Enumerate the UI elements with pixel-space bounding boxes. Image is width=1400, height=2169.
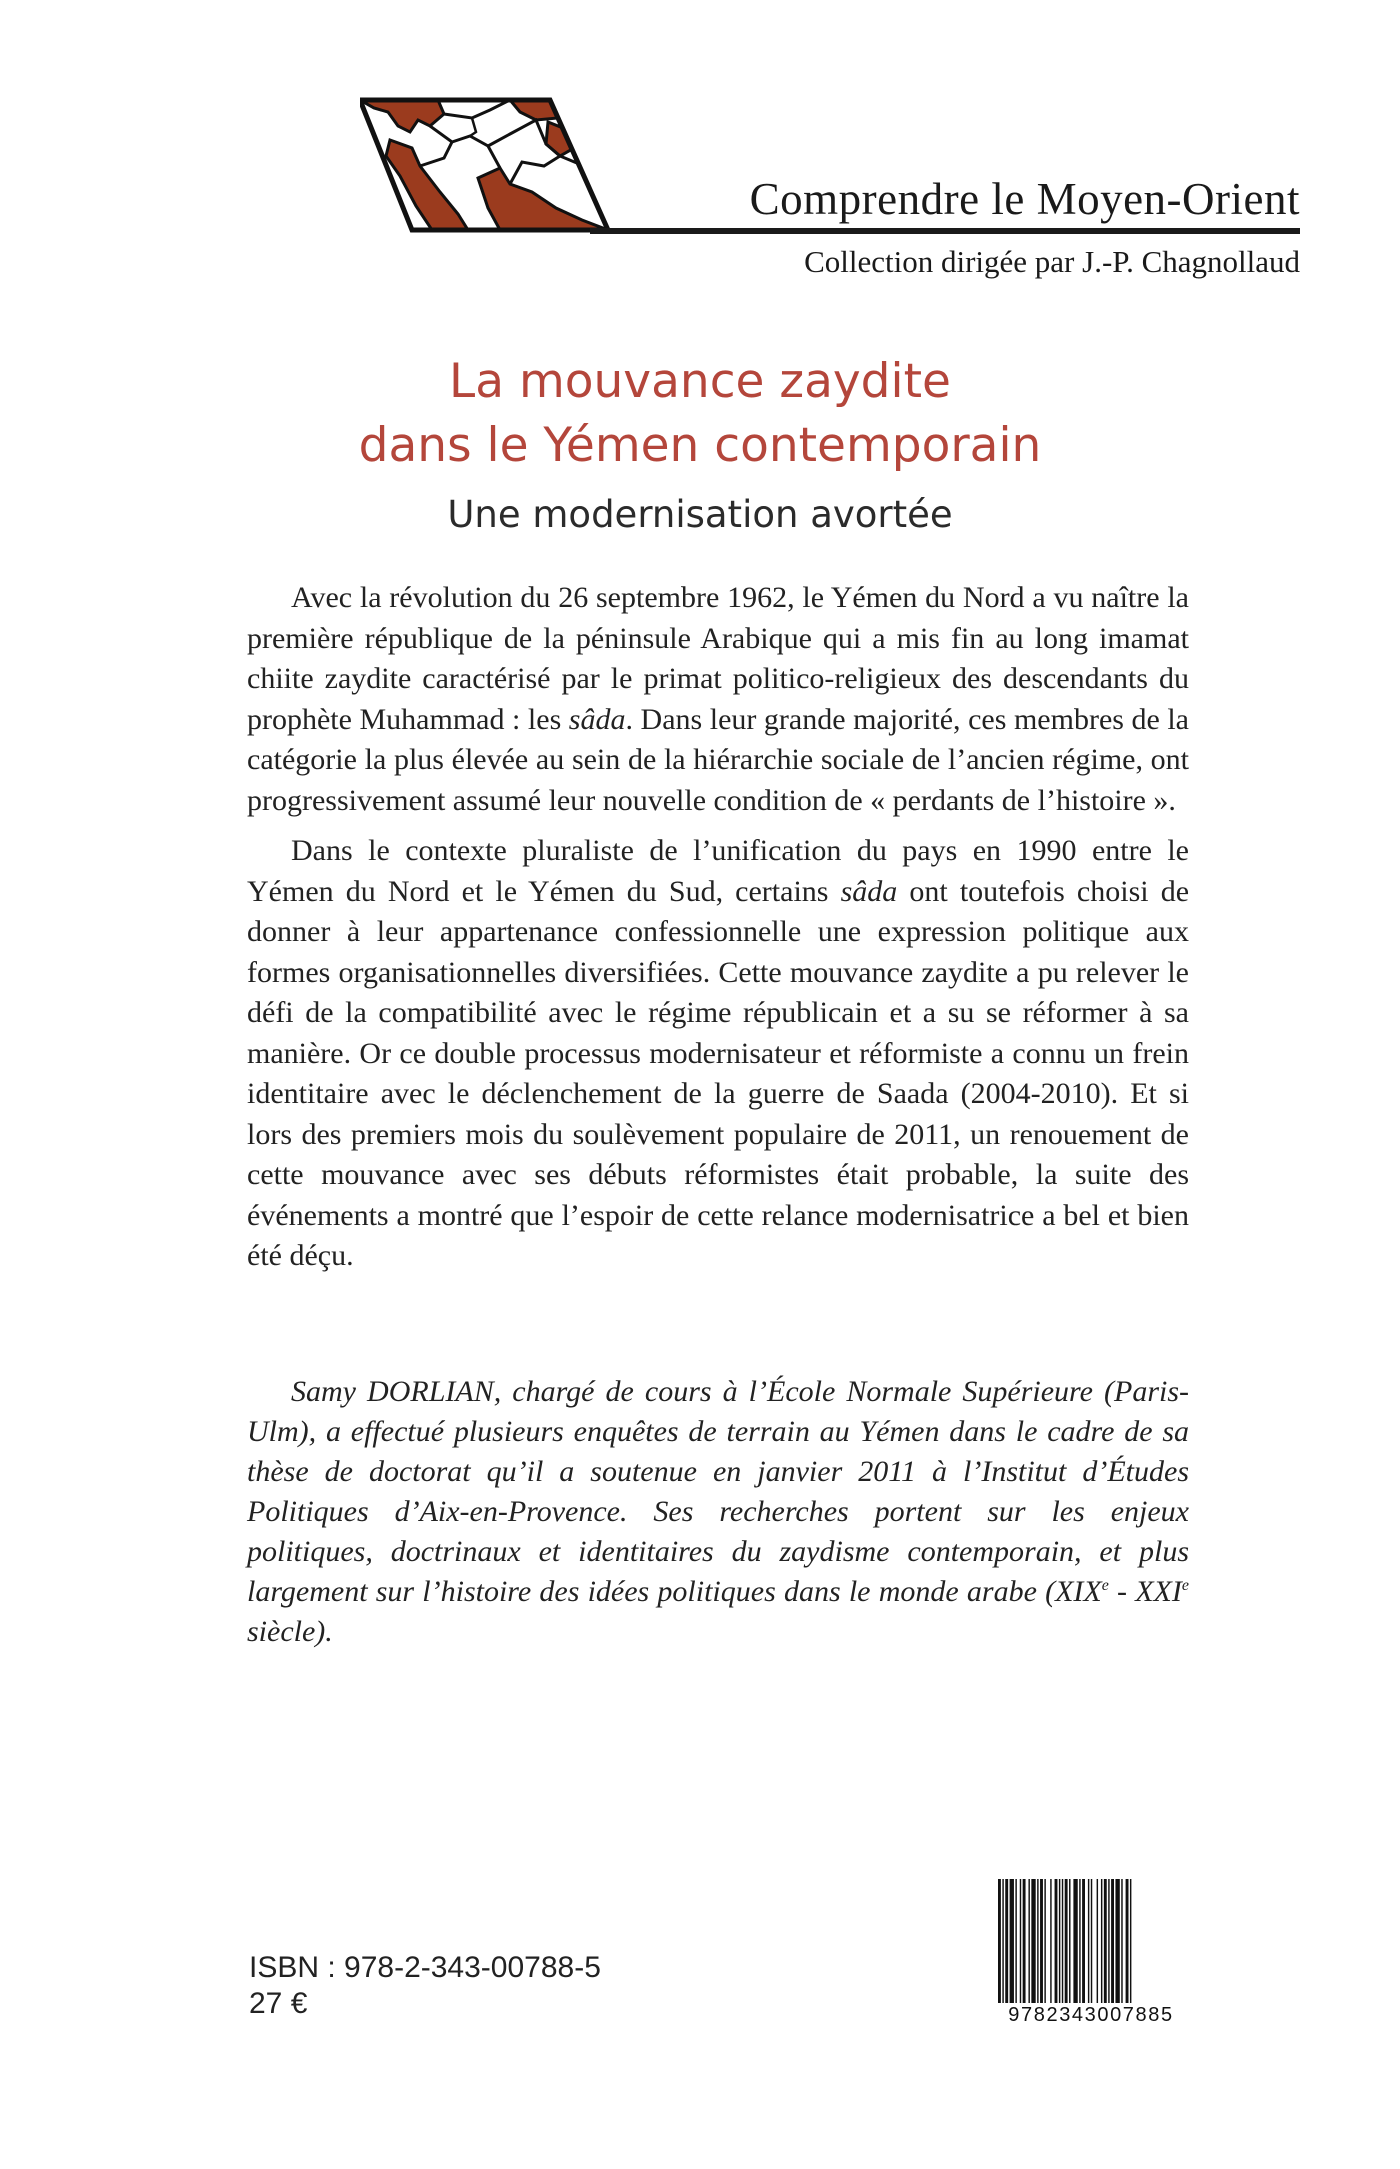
- isbn-number: ISBN : 978-2-343-00788-5: [249, 1951, 601, 1984]
- summary-p2-text-b: ont toutefois choisi de donner à leur appartenance confessionnelle une expression politique aux formes organisationnelles diversifiées. Cette mouvance zaydite a pu relever le défi de la compatibilité avec le régime républicain et a su se réformer à sa manière. Or ce double processus modernisateur et réformiste a connu un frein identitaire avec le déclenchement de la guerre de Saada (2004-2010). Et si lors des premiers mois du soulèvement populaire de 2011, un renouement de cette mouvance avec ses débuts réformistes était probable, la suite des événements a montré que l’espoir de cette relance modernisatrice a bel et bien été déçu.: [247, 874, 1190, 1272]
- summary-p1-text-a: Avec la révolution du 26 septembre 1962, le Yémen du Nord a vu naître la première république de la péninsule Arabique qui a mis fin au long imamat chiite zaydite caractérisé par le primat politico-religieux des descendants du prophète Muhammad : les: [247, 581, 1189, 736]
- author-bio-text: Samy DORLIAN, chargé de cours à l’École Normale Supérieure (Paris-Ulm), a effectué plusieurs enquêtes de terrain au Yémen dans le cadre de sa thèse de doctorat qu’il a soutenue en janvier 2011 à l’Institut d’Études Politiques d’Aix-en-Provence. Ses recherches portent sur les enjeux politiques, doctrinaux et identitaires du zaydisme contemporain, et plus largement sur l’histoire des idées politiques dans le monde arabe (XIX: [247, 1375, 1189, 1608]
- book-title-line-1: La mouvance zaydite: [449, 354, 951, 409]
- middle-east-map-logo: [360, 96, 610, 236]
- summary-p1-emphasis: sâda: [568, 702, 626, 736]
- summary-p2-text-a: Dans le contexte pluraliste de l’unification du pays en 1990 entre le Yémen du Nord et le Yémen du Sud, certains: [247, 834, 1189, 908]
- publication-info: [249, 1950, 601, 2022]
- barcode-digits: 9782343007885: [1008, 2004, 1174, 2026]
- series-editor: Collection dirigée par J.-P. Chagnollaud: [804, 244, 1300, 279]
- barcode-icon: [996, 1879, 1186, 2003]
- summary-paragraph-2: [247, 831, 1189, 1277]
- author-bio-end: siècle).: [247, 1615, 333, 1648]
- series-title: Comprendre le Moyen-Orient: [749, 174, 1300, 224]
- summary-p1-text-b: . Dans leur grande majorité, ces membres de la catégorie la plus élevée au sein de la hiérarchie sociale de l’ancien régime, ont progressivement assumé leur nouvelle condition de « perdants de l’histoire ».: [247, 702, 1189, 817]
- author-bio-mid: - XXI: [1108, 1575, 1182, 1608]
- book-title-line-2: dans le Yémen contemporain: [358, 418, 1042, 473]
- book-subtitle: Une modernisation avortée: [447, 493, 953, 536]
- summary-p2-emphasis: sâda: [840, 874, 898, 908]
- author-bio-sup-2: e: [1181, 1577, 1189, 1594]
- title-block: [0, 350, 1400, 540]
- summary-text: [247, 578, 1189, 1287]
- summary-paragraph-1: [247, 578, 1189, 821]
- author-bio-sup-1: e: [1101, 1577, 1109, 1594]
- series-rule: [590, 228, 1300, 234]
- book-price: 27 €: [249, 1987, 308, 2020]
- author-bio: [247, 1372, 1189, 1652]
